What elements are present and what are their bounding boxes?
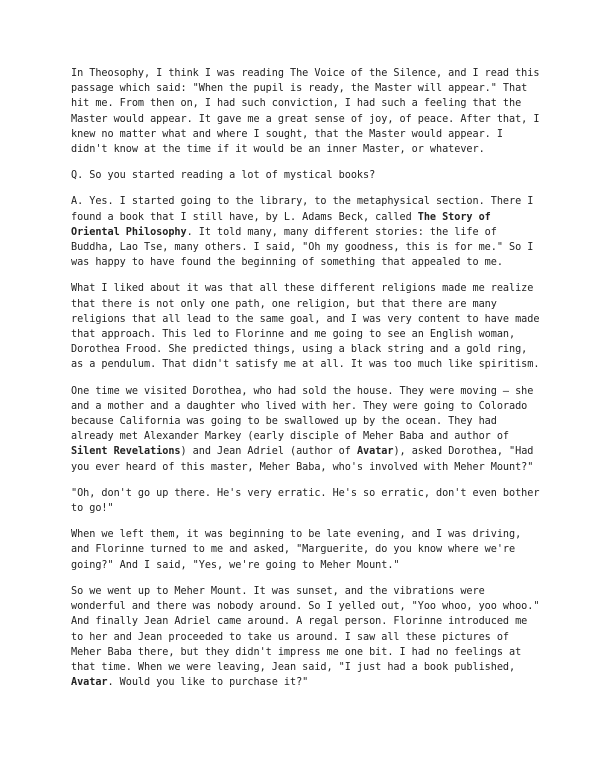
paragraph-text: In Theosophy, I think I was reading The Voice of the Silence, and I read this passage which said: "When the pupil is ready, the Master will appear." That hit me. From then on, I had such conviction, I had such a feeling that the Master would appear. It gave me a great sense of joy, of peace. After that, I knew no matter what and where I sought, that the Master would appear. I didn't know at the time if it would be an inner Master, or whatever. (71, 68, 540, 156)
paragraph-text: So we went up to Meher Mount. It was sunset, and the vibrations were wonderful and there was nobody around. So I yelled out, "Yoo whoo, yoo whoo." And finally Jean Adriel came around. A regal person. Florinne introduced me to her and Jean proceeded to take us around. I saw all these pictures of Meher Baba there, but they didn't impress me one bit. I had no feelings at that time. When we were leaving, Jean said, "I just had a book published, (71, 585, 540, 673)
paragraph-text: One time we visited Dorothea, who had sold the house. They were moving — she and a mother and a daughter who lived with her. They were going to Colorado because California was going to be swallowed up by the ocean. They had already met Alexander Markey (early disciple of Meher Baba and author of (71, 385, 534, 443)
paragraph-text: ), asked Dorothea, "Had you ever heard of this master, Meher Baba, who's involved with Meher Mount?" (71, 446, 534, 473)
paragraph-meher-mount (71, 584, 541, 690)
paragraph-text: What I liked about it was that all these different religions made me realize that there is not only one path, one religion, but that there are many religions that all lead to the same goal, and I was very content to have made that approach. This led to Florinne and me going to see an English woman, Dorothea Frood. She predicted things, using a black string and a gold ring, as a pendulum. That didn't satisfy me at all. It was too much like spiritism. (71, 283, 540, 371)
paragraph-religions (71, 281, 541, 372)
paragraph-text: "Oh, don't go up there. He's very erratic. He's so erratic, don't even bother to go!" (71, 487, 540, 515)
paragraph-dorothea (71, 384, 541, 475)
paragraph-text: Q. So you started reading a lot of mystical books? (71, 170, 376, 182)
book-title: The Story of Oriental Philosophy (71, 211, 491, 238)
paragraph-driving (71, 527, 541, 573)
paragraph-text: . Would you like to purchase it?" (107, 677, 309, 689)
paragraph-text: A. Yes. I started going to the library, to the metaphysical section. There I found a book that I still have, by L. Adams Beck, called (71, 196, 534, 223)
paragraph-theosophy (71, 66, 541, 157)
paragraph-text: . It told many, many different stories: the life of Buddha, Lao Tse, many others. I said, "Oh my goodness, this is for me." So I was happy to have found the beginning of something that appealed to me. (71, 226, 534, 269)
book-title: Silent Revelations (71, 446, 181, 458)
paragraph-library (71, 194, 541, 270)
document-page (71, 66, 541, 701)
paragraph-question (71, 168, 541, 183)
book-title: Avatar (71, 677, 108, 689)
paragraph-quote (71, 486, 541, 516)
paragraph-text: When we left them, it was beginning to be late evening, and I was driving, and Florinne turned to me and asked, "Marguerite, do you know where we're going?" And I said, "Yes, we're going to Meher Mount." (71, 529, 522, 571)
book-title: Avatar (356, 446, 394, 458)
paragraph-text: ) and Jean Adriel (author of (180, 446, 357, 458)
